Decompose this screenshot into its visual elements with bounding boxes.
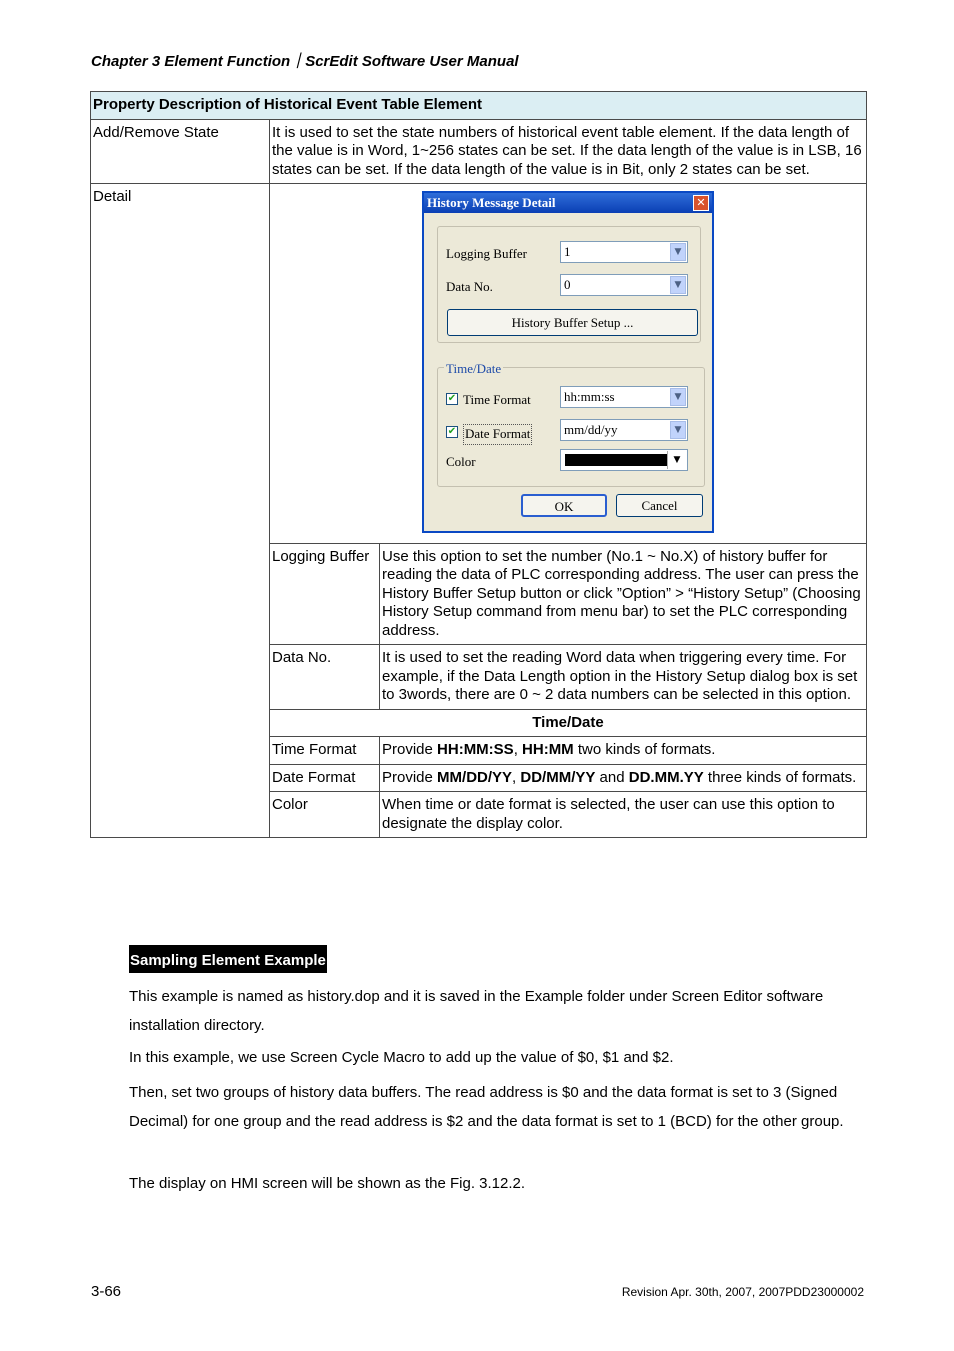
date-format-value: mm/dd/yy	[564, 422, 618, 437]
logging-buffer-label: Logging Buffer	[446, 246, 527, 261]
add-remove-label: Add/Remove State	[91, 119, 270, 184]
data-no-row-label: Data No.	[270, 645, 380, 710]
time-date-header: Time/Date	[270, 709, 867, 737]
ok-button[interactable]: OK	[521, 494, 607, 517]
property-table	[90, 91, 867, 838]
logging-buffer-row-label: Logging Buffer	[270, 543, 380, 645]
history-message-detail-dialog	[422, 191, 714, 533]
data-no-select[interactable]	[560, 274, 688, 296]
time-format-row-label: Time Format	[270, 737, 380, 765]
date-format-checkbox[interactable]: ✔	[447, 426, 457, 437]
time-format-row-desc: Provide HH:MM:SS, HH:MM two kinds of formats.	[380, 737, 867, 765]
cancel-button[interactable]: Cancel	[616, 494, 703, 517]
date-format-row-label: Date Format	[270, 764, 380, 792]
time-format-label: Time Format	[463, 392, 531, 407]
paragraph-4: The display on HMI screen will be shown as the Fig. 3.12.2.	[129, 1175, 526, 1192]
chevron-down-icon: ▼	[670, 243, 686, 261]
logging-buffer-row-desc: Use this option to set the number (No.1 ~ No.X) of history buffer for reading the data of PLC corresponding address. The user can press the History Buffer Setup button or click ”Option” > “History Setup” (Choosing History Setup command from menu bar) to set the PLC corresponding address.	[380, 543, 867, 645]
data-no-label: Data No.	[446, 279, 493, 294]
color-label: Color	[446, 454, 476, 469]
dialog-title: History Message Detail	[424, 193, 712, 213]
paragraph-3: Then, set two groups of history data buffers. The read address is $0 and the data format is set to 3 (Signed Decimal) for one group and the read address is $2 and the data format is set to 1 (BCD) for the other group.	[129, 1084, 844, 1130]
data-no-row-desc: It is used to set the reading Word data when triggering every time. For example, if the Data Length option in the History Setup dialog box is set to 3words, there are 0 ~ 2 data numbers can be selected in this option.	[380, 645, 867, 710]
date-format-select[interactable]	[560, 419, 688, 441]
revision-note: Revision Apr. 30th, 2007, 2007PDD23000002	[621, 1285, 864, 1299]
color-row-label: Color	[270, 792, 380, 838]
color-picker[interactable]	[560, 449, 688, 471]
time-format-checkbox[interactable]: ✔	[447, 393, 457, 404]
data-no-value: 0	[564, 277, 571, 292]
add-remove-desc: It is used to set the state numbers of historical event table element. If the data length of the value is in Word, 1~256 states can be set. If the data length of the value is in LSB, 16 states can be set. If the data length of the value is in Bit, only 2 states can be set.	[270, 119, 867, 184]
chevron-down-icon: ▼	[670, 276, 686, 294]
date-format-row-desc: Provide MM/DD/YY, DD/MM/YY and DD.MM.YY three kinds of formats.	[380, 764, 867, 792]
table-title: Property Description of Historical Event Table Element	[91, 92, 867, 120]
chevron-down-icon: ▼	[670, 388, 686, 406]
color-swatch	[565, 454, 667, 466]
dialog-screenshot-cell	[270, 184, 867, 544]
chevron-down-icon: ▼	[670, 421, 686, 439]
paragraph-2: In this example, we use Screen Cycle Macro to add up the value of $0, $1 and $2.	[129, 1049, 674, 1066]
caret-down-icon: ▼	[667, 451, 686, 469]
close-icon[interactable]: ✕	[693, 195, 709, 211]
time-format-select[interactable]	[560, 386, 688, 408]
time-format-value: hh:mm:ss	[564, 389, 615, 404]
date-format-label: Date Format	[463, 424, 532, 445]
section-title: Sampling Element Example	[129, 945, 327, 973]
time-date-group-label: Time/Date	[444, 360, 503, 379]
color-row-desc: When time or date format is selected, the user can use this option to designate the display color.	[380, 792, 867, 838]
logging-buffer-value: 1	[564, 244, 571, 259]
detail-label: Detail	[91, 184, 270, 838]
logging-buffer-select[interactable]	[560, 241, 688, 263]
history-buffer-setup-button[interactable]: History Buffer Setup ...	[447, 309, 698, 336]
paragraph-1: This example is named as history.dop and it is saved in the Example folder under Screen Editor software installation directory.	[129, 988, 824, 1034]
page-number: 3-66	[91, 1283, 122, 1300]
page-header: Chapter 3 Element Function｜ScrEdit Software User Manual	[91, 53, 519, 70]
